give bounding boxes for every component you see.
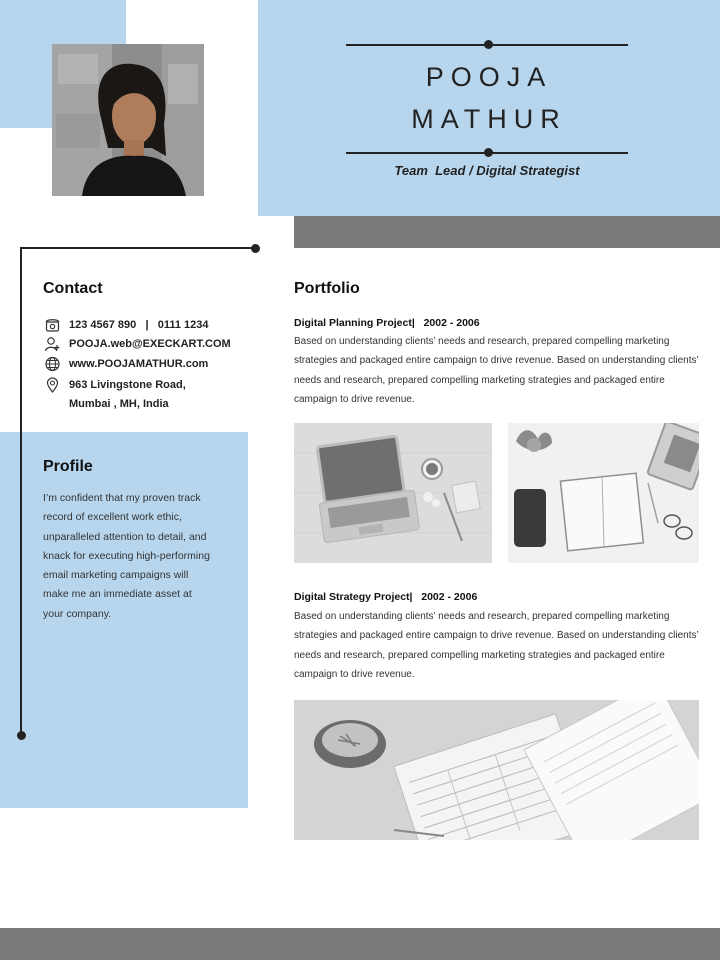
job-title-secondary: Digital Strategist	[476, 163, 580, 178]
contact-website	[44, 355, 208, 373]
laptop-desk-photo	[294, 423, 492, 563]
contact-phone	[44, 316, 209, 334]
project-description: Based on understanding clients’ needs and research, prepared compelling marketing strategies and packaged entire campaign to drive revenue. Based on understanding clients’ needs and research, prepared compelling marketing strategies and packaged entire campaign to drive revenue.	[294, 611, 699, 680]
timeline-dot	[251, 244, 260, 253]
job-title	[346, 163, 628, 178]
divider-dot	[484, 40, 493, 49]
portfolio-heading: Portfolio	[294, 280, 360, 297]
user-add-icon	[44, 336, 61, 352]
address-line-1: 963 Livingstone Road,	[69, 379, 186, 391]
first-name: POOJA	[425, 62, 553, 92]
project-name: Digital Strategy Project|	[294, 591, 413, 603]
divider-dot	[484, 148, 493, 157]
timeline-line-vertical	[20, 247, 22, 737]
contact-heading: Contact	[43, 280, 103, 297]
project-heading	[294, 317, 480, 329]
phone-icon	[44, 317, 61, 333]
contact-address	[44, 376, 186, 394]
contact-email	[44, 335, 231, 353]
project-years: 2002 - 2006	[421, 591, 478, 603]
website-url[interactable]: www.POOJAMATHUR.com	[69, 358, 209, 370]
address-line-2: Mumbai , MH, India	[69, 398, 169, 410]
project-name: Digital Planning Project|	[294, 317, 415, 329]
job-title-primary: Team Lead	[394, 163, 466, 178]
timeline-dot	[17, 731, 26, 740]
project-years: 2002 - 2006	[423, 317, 480, 329]
email-address[interactable]: POOJA.web@EXECKART.COM	[69, 338, 231, 350]
profile-summary: I’m confident that my proven track record of excellent work ethic, unparalleled attention to detail, and knack for executing high-performing email marketing campaigns will make me an immediate asset at your company.	[43, 492, 210, 620]
profile-heading: Profile	[43, 458, 93, 475]
location-pin-icon	[44, 377, 61, 393]
project-heading	[294, 591, 477, 603]
footer-band	[0, 928, 720, 960]
notebook-desk-photo	[508, 423, 699, 563]
last-name: MATHUR	[411, 104, 567, 134]
phone-number: 123 4567 890 | 0111 1234	[69, 319, 209, 331]
project-description: Based on understanding clients’ needs and research, prepared compelling marketing strategies and packaged entire campaign to drive revenue. Based on understanding clients’ needs and research, prepared compelling marketing strategies and packaged entire campaign to drive revenue.	[294, 336, 699, 405]
profile-photo	[52, 44, 204, 196]
header-gray-band	[294, 216, 720, 248]
documents-desk-photo	[294, 700, 699, 840]
timeline-line-horizontal	[20, 247, 256, 249]
globe-icon	[44, 356, 61, 372]
job-title-separator: /	[465, 163, 477, 178]
